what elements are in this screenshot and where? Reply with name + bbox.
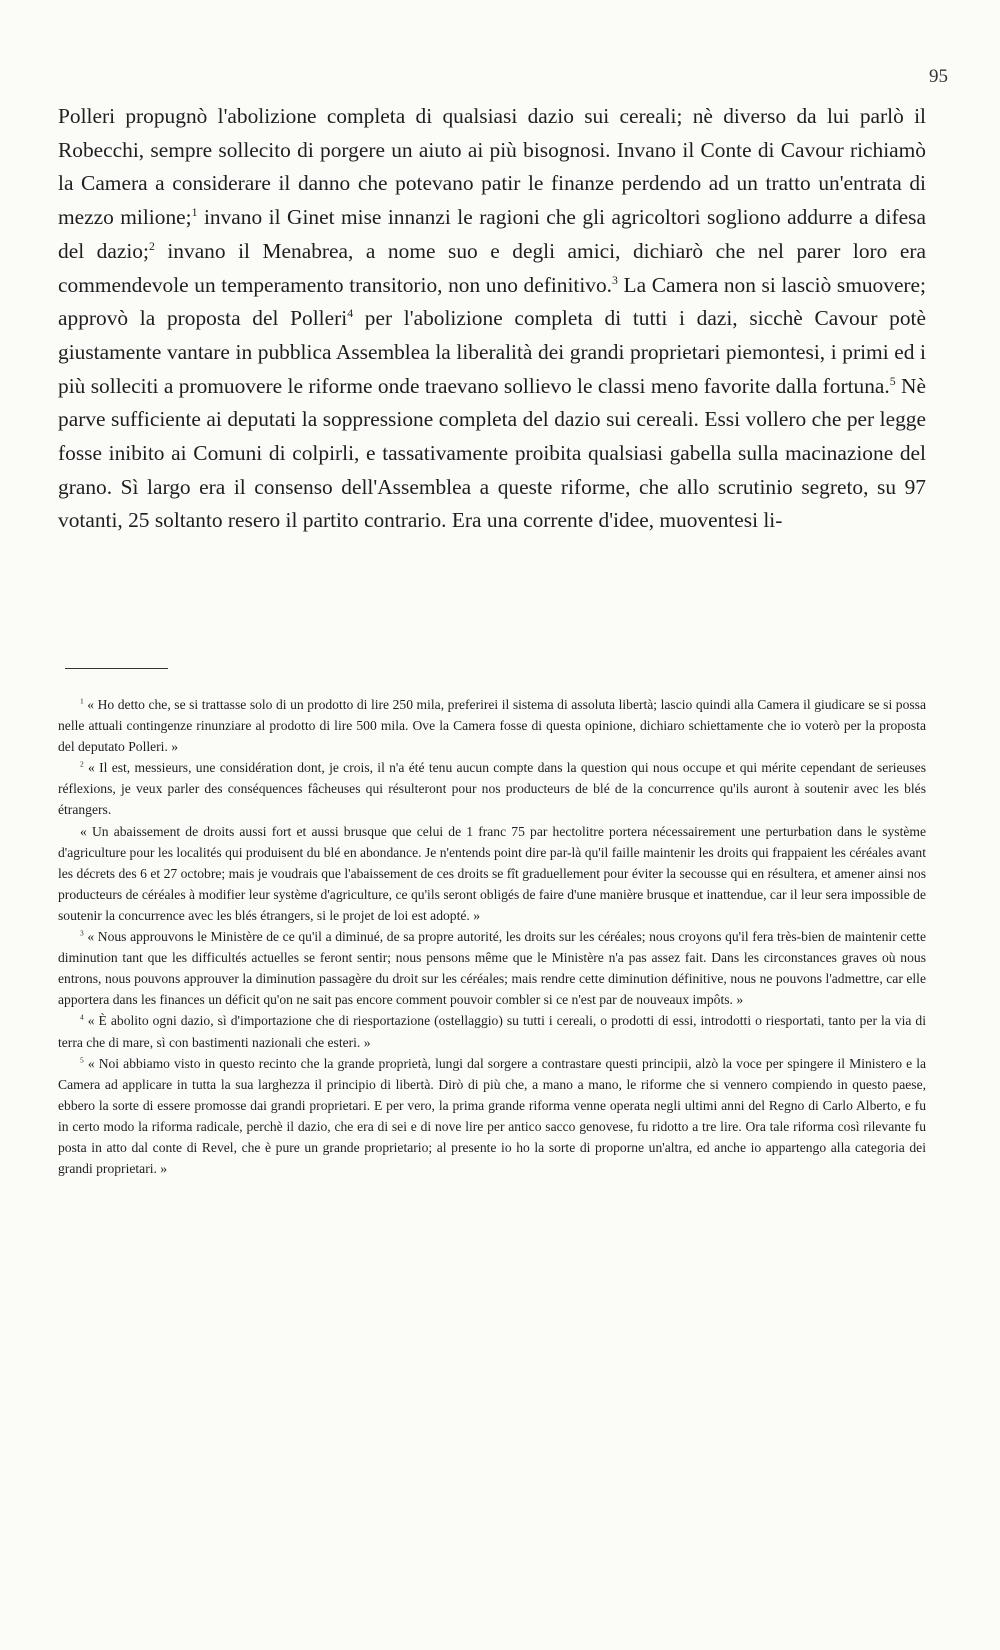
footnote-mark: 4 [80, 1012, 84, 1022]
footnote-5 [58, 1053, 926, 1180]
main-text [58, 100, 926, 538]
body-text: invano il Ginet mise innanzi le ragioni che gli agricoltori sogliono addurre a difesa del dazio; [58, 205, 926, 263]
body-text: per l'abolizione completa di tutti i dazi, sicchè Cavour potè giustamente vantare in pubblica Assemblea la liberalità dei grandi proprietari piemontesi, i primi ed i più solleciti a promuovere le riforme onde traevano sollievo le classi meno favorite dalla fortuna. [58, 306, 926, 398]
body-text: Nè parve sufficiente ai deputati la soppressione completa del dazio sui cereali. Essi vollero che per legge fosse inibito ai Comuni di colpirli, e tassativamente proibita qualsiasi gabella sulla macinazione del grano. Sì largo era il consenso dell'Assemblea a queste riforme, che allo scrutinio segreto, su 97 votanti, 25 soltanto resero il partito contrario. Era una corrente d'idee, muoventesi li- [58, 373, 926, 533]
body-text: invano il Menabrea, a nome suo e degli amici, dichiarò che nel parer loro era commendevole un temperamento transitorio, non uno definitivo. [58, 238, 927, 297]
footnotes [58, 694, 926, 1179]
footnote-2 [58, 757, 926, 820]
body-text: La Camera non si lasciò smuovere; approvò la proposta del Polleri [58, 272, 926, 331]
footnote-4 [58, 1010, 926, 1052]
footnote-text: « Ho detto che, se si trattasse solo di un prodotto di lire 250 mila, preferirei il sistema di assoluta libertà; lascio quindi alla Camera il giudicare se si possa nelle attuali contingenze rinunziare al prodotto di lire 500 mila. Ove la Camera fosse di questa opinione, dichiaro schiettamente che io voterò per la proposta del deputato Polleri. » [58, 697, 926, 755]
footnote-2-continued [58, 821, 926, 926]
footnote-text: « È abolito ogni dazio, sì d'importazione che di riesportazione (ostellaggio) su tutti i cereali, o prodotti di essi, introdotti o riesportati, tanto per la via di terra che di mare, sì con bastimenti nazionali che esteri. » [58, 1013, 926, 1050]
footnote-mark: 3 [80, 928, 84, 938]
footnote-text: « Un abaissement de droits aussi fort et aussi brusque que celui de 1 franc 75 par hectolitre portera nécessairement une perturbation dans le système d'agriculture pour les localités qui produisent du blé en abondance. Je n'entends point dire par-là qu'il faille maintenir les droits qui frappaient les céréales avant les décrets des 6 et 27 octobre; mais je voudrais que l'abaissement de ces droits se fît graduellement pour éviter la secousse qui en résultera, et amener ainsi nos producteurs de céréales à modifier leur système d'agriculture, ce qu'ils seront obligés de faire d'une manière brusque et inattendue, car il leur sera impossible de soutenir la concurrence avec les blés étrangers, si le projet de loi est adopté. » [58, 823, 926, 923]
footnote-ref: 1 [191, 205, 198, 219]
footnote-mark: 5 [80, 1055, 84, 1065]
footnote-text: « Nous approuvons le Ministère de ce qu'il a diminué, de sa propre autorité, les droits sur les céréales; nous croyons qu'il fera très-bien de maintenir cette diminution tant que les difficultés actuelles se feront sentir; nous pensons même que le Ministère n'a pas assez fait. Dans les circonstances graves où nous entrons, nous pouvons approuver la diminution passagère du droit sur les céréales; mais rendre cette diminution définitive, nous ne pouvons l'admettre, car elle apportera dans les finances un déficit qu'on ne sait pas encore comment pouvoir combler si ce n'est par de nouveaux impôts. » [58, 929, 926, 1008]
footnote-ref: 2 [148, 239, 155, 253]
footnote-1 [58, 694, 926, 757]
footnote-text: « Il est, messieurs, une considération dont, je crois, il n'a été tenu aucun compte dans la question qui nous occupe et qui mérite cependant de serieuses réflexions, je veux parler des conséquences fâcheuses qui résulteront pour nos producteurs de blé de la concurrence qu'ils auront à soutenir avec les blés étrangers. [58, 760, 926, 818]
footnote-mark: 2 [80, 759, 84, 769]
footnote-text: « Noi abbiamo visto in questo recinto che la grande proprietà, lungi dal sorgere a contrastare questi principii, alzò la voce per spingere il Ministero e la Camera ad applicare in tutta la sua larghezza il principio di libertà. Dirò di più che, a mano a mano, le riforme che si vennero compiendo in questo paese, ebbero la sorte di essere promosse dai grandi proprietari. E per vero, la prima grande riforma venne operata negli ultimi anni del Regno di Carlo Alberto, e fu in certo modo la riforma radicale, perchè il dazio, che era di sei e di nove lire per antico sacco genovese, fu ridotto a tre lire. Ora tale riforma così rilevante fu posta in atto dal conte di Revel, che è pure un grande proprietario; al presente io ho la sorte di proporne un'altra, ed anche io appartengo alla categoria dei grandi proprietari. » [58, 1055, 926, 1177]
footnote-ref: 5 [889, 374, 896, 388]
footnote-divider [65, 668, 168, 669]
footnote-ref: 4 [347, 307, 354, 321]
footnote-3 [58, 926, 926, 1010]
footnote-ref: 3 [612, 273, 618, 287]
page-number: 95 [929, 66, 948, 87]
footnote-mark: 1 [80, 696, 84, 706]
body-text: Polleri propugnò l'abolizione completa di qualsiasi dazio sui cereali; nè diverso da lui parlò il Robecchi, sempre sollecito di porgere un aiuto ai più bisognosi. Invano il Conte di Cavour richiamò la Camera a considerare il danno che potevano patir le finanze perdendo ad un tratto un'entrata di mezzo milione; [58, 104, 926, 230]
